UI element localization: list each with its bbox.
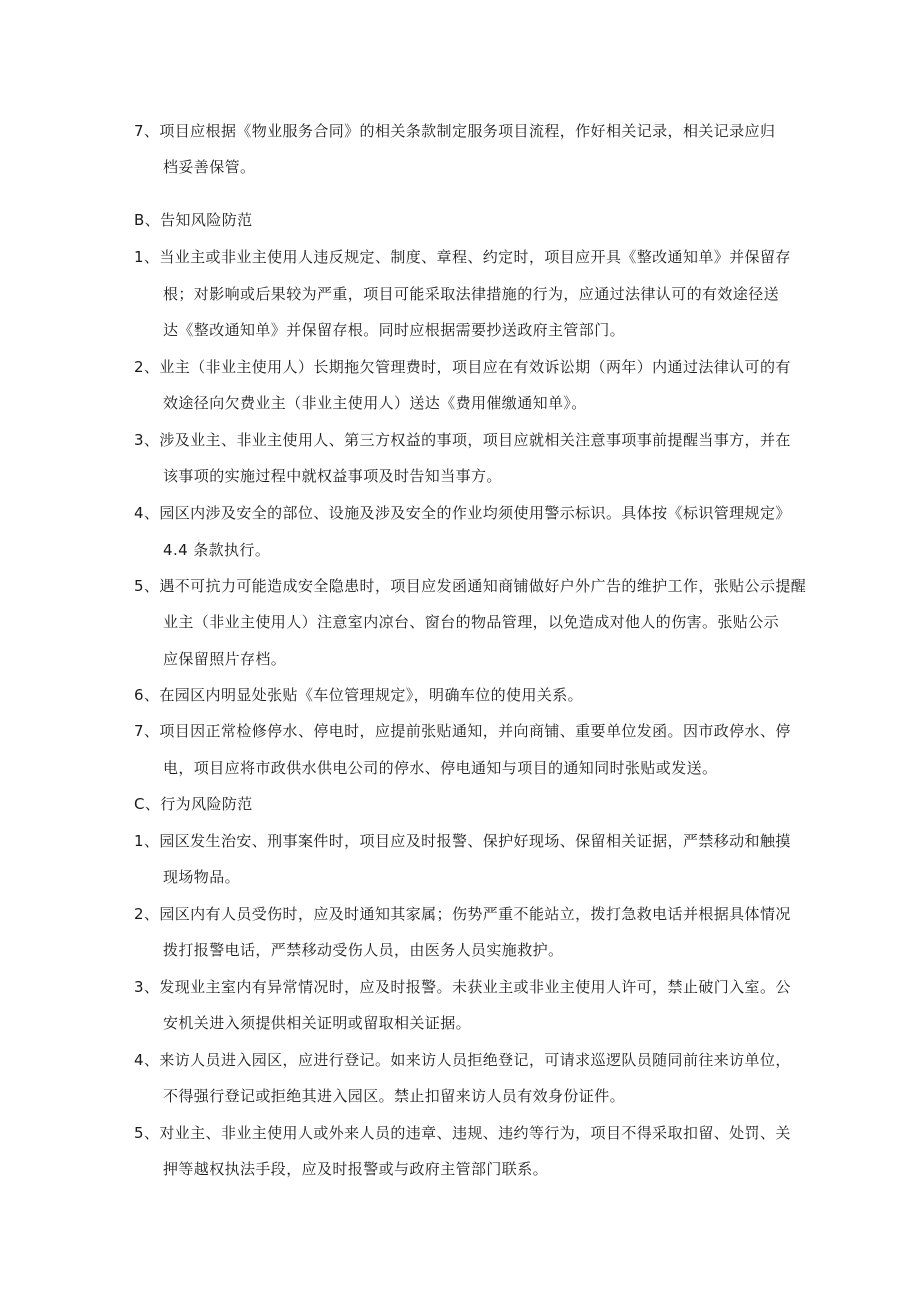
text-line: 安机关进入须提供相关证明或留取相关证据。 [163,1014,472,1032]
text-line: 该事项的实施过程中就权益事项及时告知当事方。 [163,467,502,485]
text-line: 3、发现业主室内有异常情况时，应及时报警。未获业主或非业主使用人许可，禁止破门入室。公 [134,978,791,996]
text-line: 1、园区发生治安、刑事案件时，项目应及时报警、保护好现场、保留相关证据，严禁移动和触摸 [134,832,791,850]
text-line: 押等越权执法手段，应及时报警或与政府主管部门联系。 [163,1160,549,1178]
text-line: 6、在园区内明显处张贴《车位管理规定》，明确车位的使用关系。 [134,686,584,704]
text-line: 4、园区内涉及安全的部位、设施及涉及安全的作业均须使用警示标识。具体按《标识管理规定》 [134,504,791,522]
text-line: 根；对影响或后果较为严重，项目可能采取法律措施的行为，应通过法律认可的有效途径送 [163,285,780,303]
text-line: 2、园区内有人员受伤时，应及时通知其家属；伤势严重不能站立，拨打急救电话并根据具体情况 [134,905,791,923]
text-line: 4、来访人员进入园区，应进行登记。如来访人员拒绝登记，可请求巡逻队员随同前往来访单位， [134,1051,791,1069]
text-line: 档妥善保管。 [163,158,256,176]
text-line: 不得强行登记或拒绝其进入园区。禁止扣留来访人员有效身份证件。 [163,1087,626,1105]
text-line: 业主（非业主使用人）注意室内凉台、窗台的物品管理，以免造成对他人的伤害。张贴公示 [163,613,780,631]
text-line: 5、遇不可抗力可能造成安全隐患时，项目应发函通知商铺做好户外广告的维护工作，张贴公示提醒 [134,577,807,595]
text-line: 4.4 条款执行。 [163,541,271,559]
text-line: 应保留照片存档。 [163,650,287,668]
text-line: 1、当业主或非业主使用人违反规定、制度、章程、约定时，项目应开具《整改通知单》并保留存 [134,248,791,266]
text-line: 电，项目应将市政供水供电公司的停水、停电通知与项目的通知同时张贴或发送。 [163,759,718,777]
text-line: 达《整改通知单》并保留存根。同时应根据需要抄送政府主管部门。 [163,321,626,339]
section-heading: B、告知风险防范 [134,211,253,229]
text-line: 3、涉及业主、非业主使用人、第三方权益的事项，项目应就相关注意事项事前提醒当事方，并在 [134,431,791,449]
text-line: 效途径向欠费业主（非业主使用人）送达《费用催缴通知单》。 [163,394,587,412]
text-line: 5、对业主、非业主使用人或外来人员的违章、违规、违约等行为，项目不得采取扣留、处罚、关 [134,1124,791,1142]
text-line: 7、项目因正常检修停水、停电时，应提前张贴通知，并向商铺、重要单位发函。因市政停水、停 [134,722,791,740]
text-line: 现场物品。 [163,868,241,886]
text-line: 7、项目应根据《物业服务合同》的相关条款制定服务项目流程，作好相关记录，相关记录应归 [134,122,776,140]
text-line: 2、业主（非业主使用人）长期拖欠管理费时，项目应在有效诉讼期（两年）内通过法律认可的有 [134,358,791,376]
section-heading: C、行为风险防范 [134,795,253,813]
text-line: 拨打报警电话，严禁移动受伤人员，由医务人员实施救护。 [163,941,564,959]
